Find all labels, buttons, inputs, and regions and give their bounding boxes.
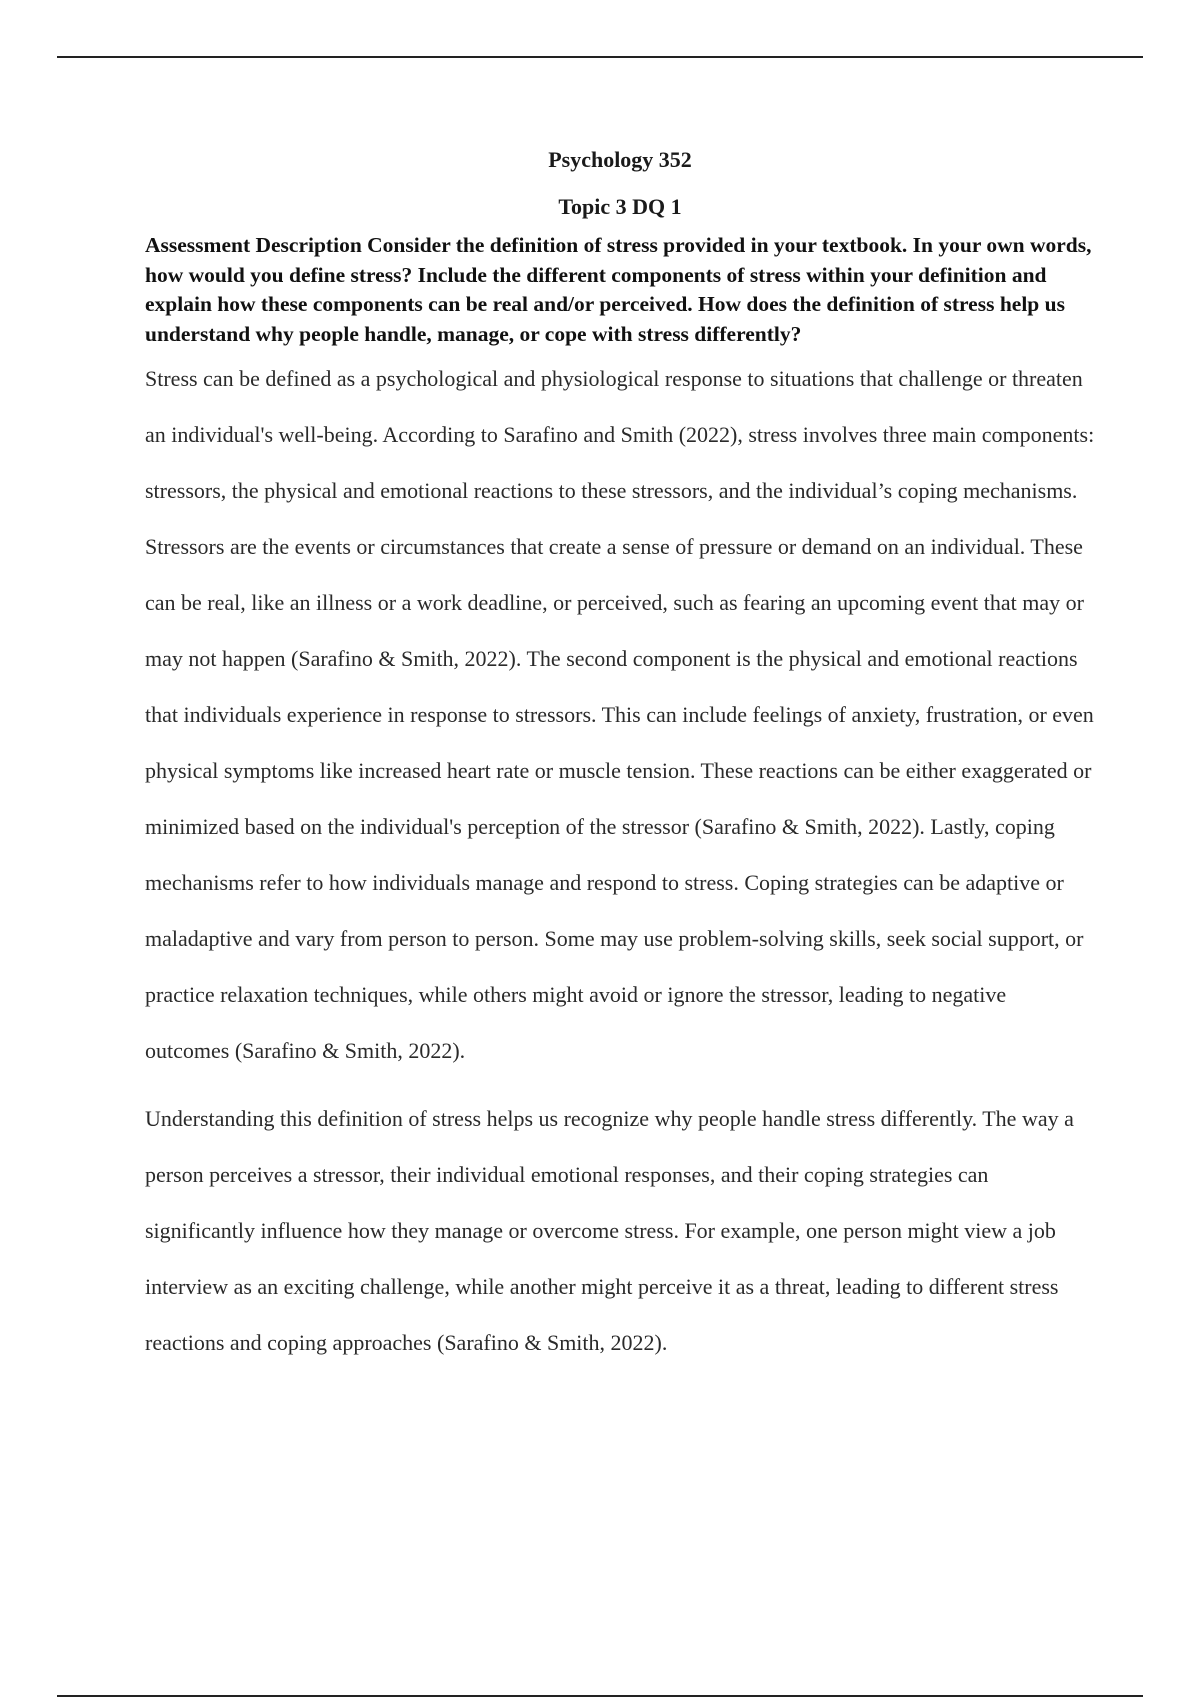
course-title: Psychology 352 <box>548 147 692 172</box>
topic-title: Topic 3 DQ 1 <box>558 194 682 219</box>
answer-paragraph-2: Understanding this definition of stress helps us recognize why people handle stress differently. The way a person perceives a stressor, their individual emotional responses, and their coping strategies can significantly influence how they manage or overcome stress. For example, one person might view a job interview as an exciting challenge, while another might perceive it as a threat, leading to different stress reactions and coping approaches (Sarafino & Smith, 2022). <box>145 1106 1074 1355</box>
assessment-prompt: Assessment Description Consider the definition of stress provided in your textbook. In your own words, how would you define stress? Include the different components of stress within your definition and explain how these components can be real and/or perceived. How does the definition of stress help us understand why people handle, manage, or cope with stress differently? <box>145 233 1092 346</box>
answer-paragraph-1: Stress can be defined as a psychological and physiological response to situations that challenge or threaten an individual's well-being. According to Sarafino and Smith (2022), stress involves three main components: stressors, the physical and emotional reactions to these stressors, and the individual’s coping mechanisms. Stressors are the events or circumstances that create a sense of pressure or demand on an individual. These can be real, like an illness or a work deadline, or perceived, such as fearing an upcoming event that may or may not happen (Sarafino & Smith, 2022). The second component is the physical and emotional reactions that individuals experience in response to stressors. This can include feelings of anxiety, frustration, or even physical symptoms like increased heart rate or muscle tension. These reactions can be either exaggerated or minimized based on the individual's perception of the stressor (Sarafino & Smith, 2022). Lastly, coping mechanisms refer to how individuals manage and respond to stress. Coping strategies can be adaptive or maladaptive and vary from person to person. Some may use problem-solving skills, seek social support, or practice relaxation techniques, while others might avoid or ignore the stressor, leading to negative outcomes (Sarafino & Smith, 2022). <box>145 366 1095 1063</box>
bottom-divider <box>57 1695 1143 1697</box>
top-divider <box>57 56 1143 58</box>
document-body <box>145 140 1095 1371</box>
